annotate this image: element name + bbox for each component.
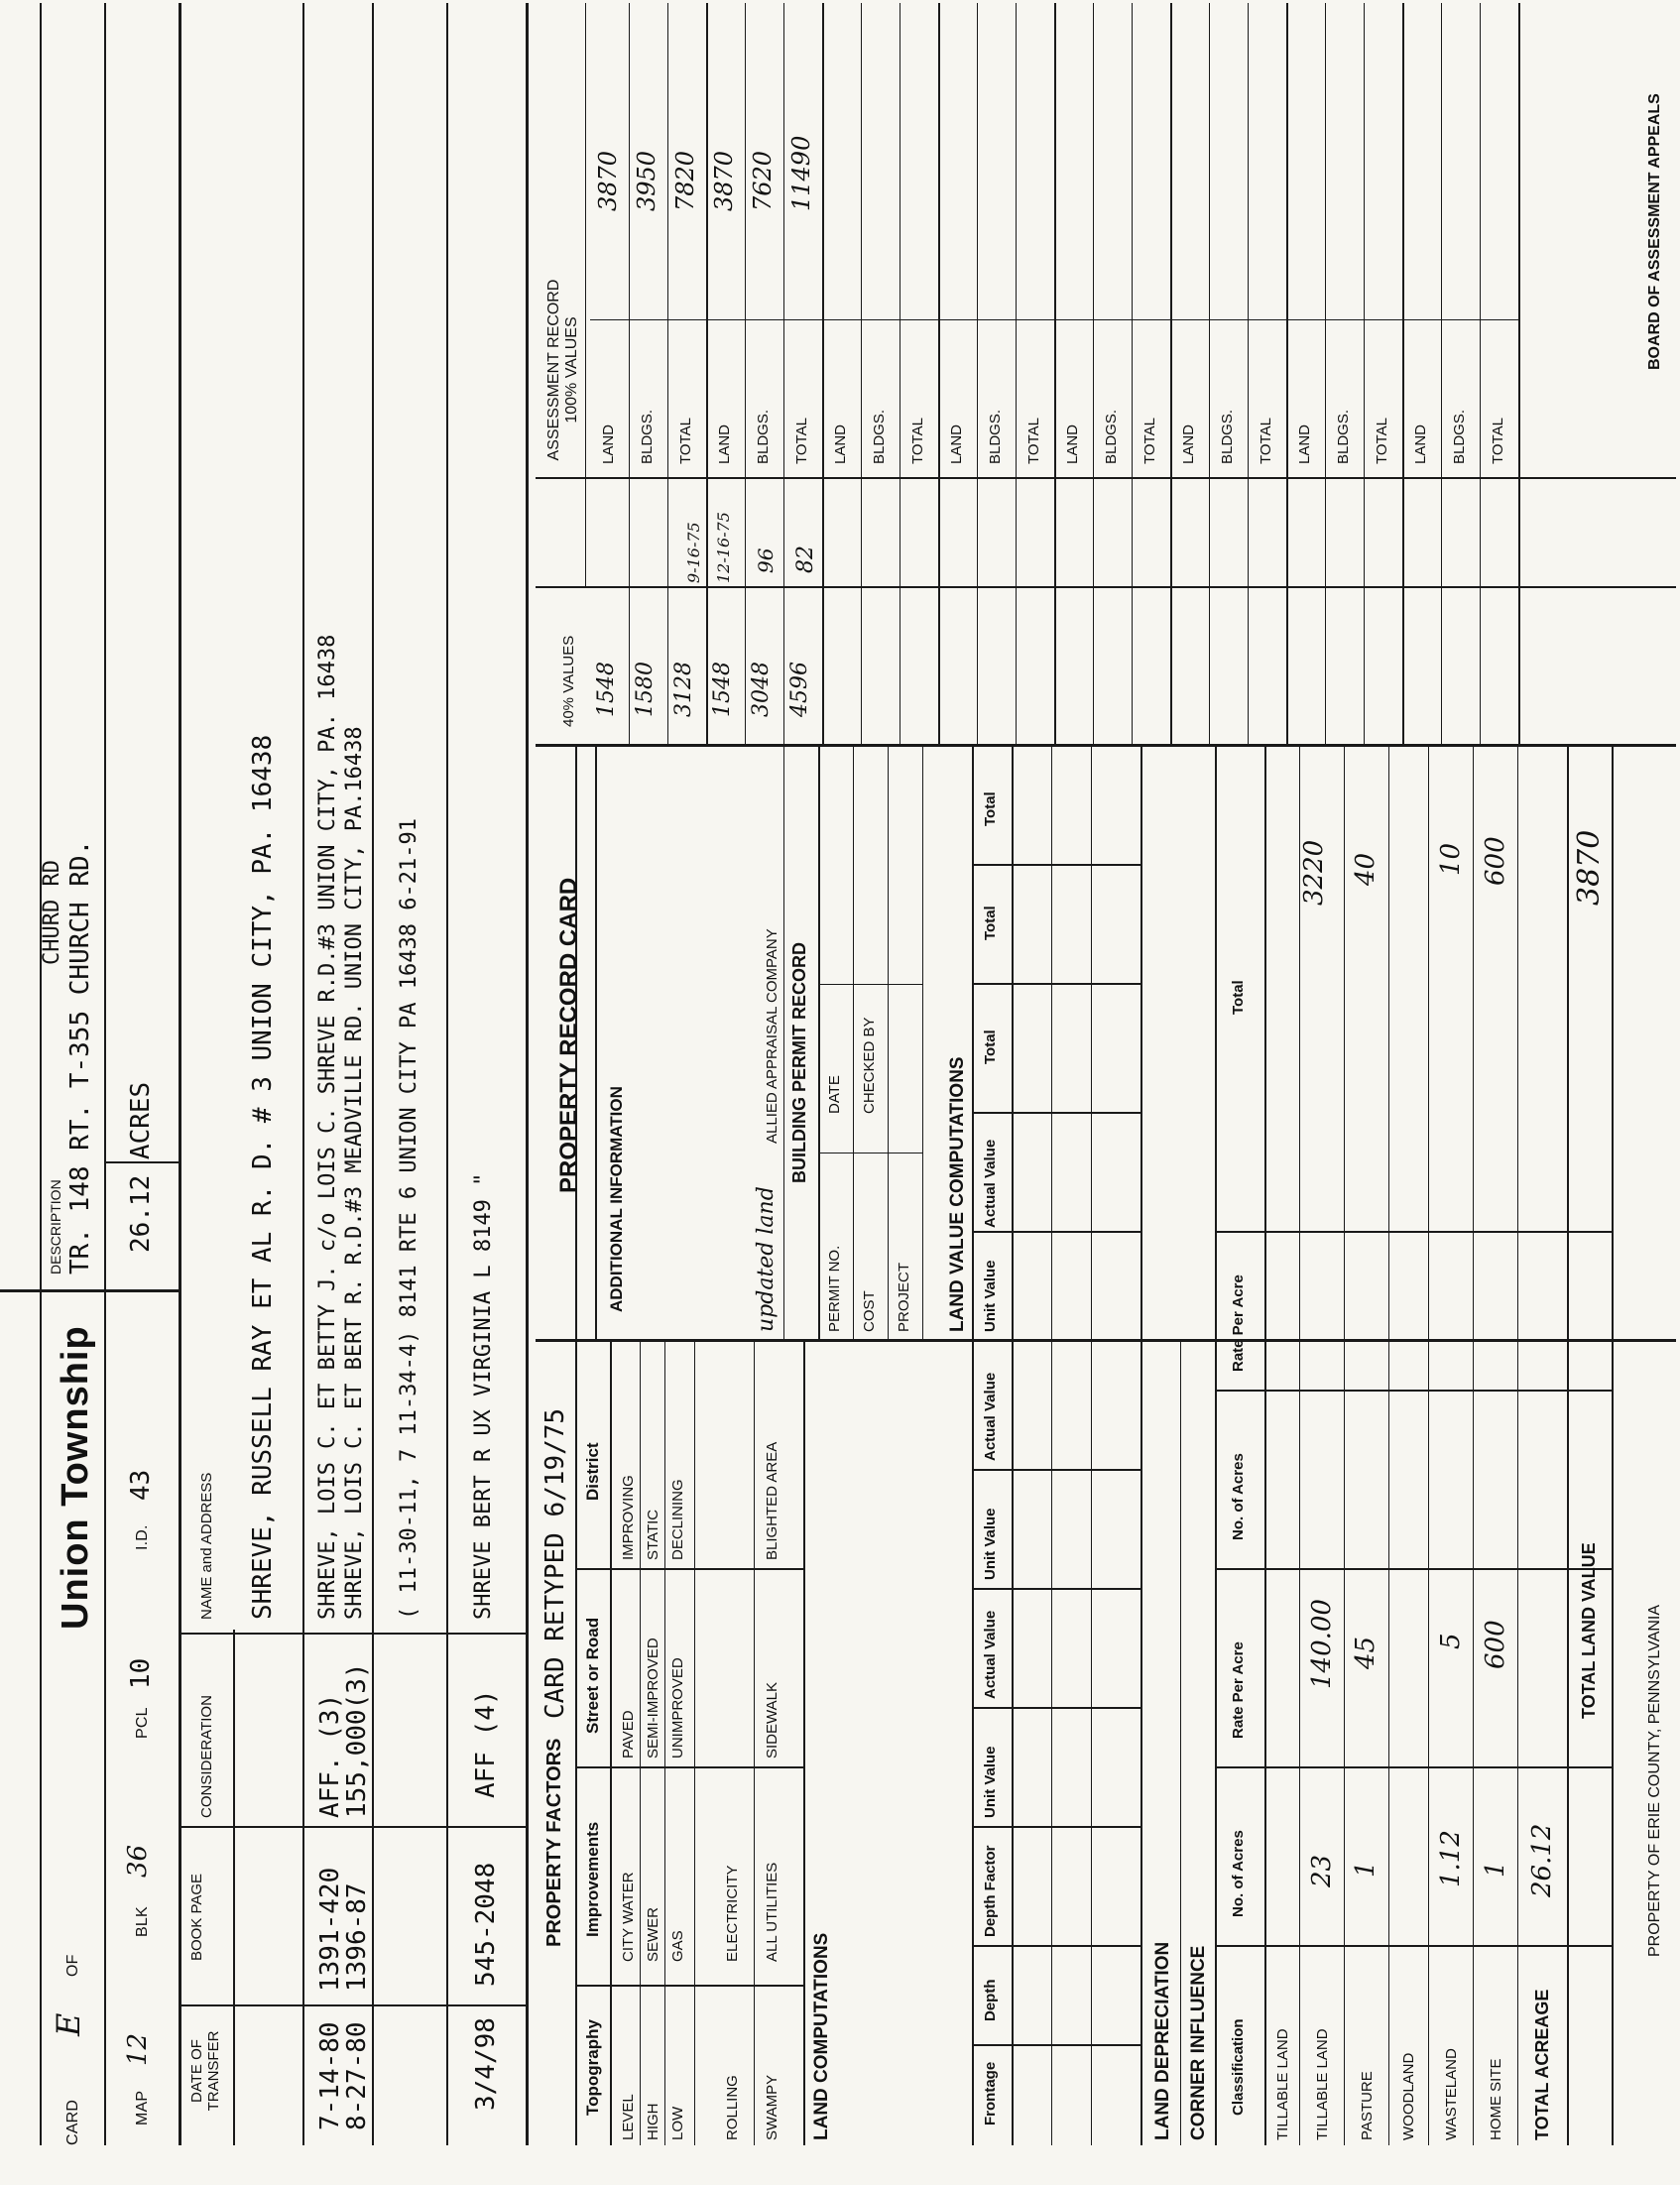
rule [595, 747, 597, 1342]
assessment-row-label: TOTAL [1258, 418, 1274, 464]
permit-date-label: DATE [826, 1075, 843, 1114]
of-label: OF [64, 1954, 81, 1977]
topo-swampy: SWAMPY [764, 2074, 780, 2140]
transfer-row-3-consideration: 155,000(3) [342, 1662, 372, 1818]
col-actual-value-3: Actual Value [982, 1139, 999, 1228]
assessment-row-label: BLDGS. [1451, 409, 1468, 464]
acres-value: 26.12 ACRES [126, 1081, 156, 1253]
total-land-value-label: TOTAL LAND VALUE [1579, 1542, 1599, 1719]
assessment-40-value: 4596 [787, 662, 812, 717]
assessment-row-label: LAND [1412, 424, 1429, 464]
dep-row-3-rate: 45 [1351, 1636, 1380, 1669]
pcl-value: 10 [126, 1657, 156, 1689]
rule [706, 3, 708, 747]
rule [1215, 1390, 1612, 1392]
rule [575, 1766, 803, 1768]
dep-row-5-class: WASTELAND [1443, 2048, 1460, 2140]
card-label: CARD [64, 2099, 81, 2145]
permit-no-label: PERMIT NO. [826, 1245, 843, 1332]
corner-influence-title: CORNER INFLUENCE [1188, 1945, 1209, 2140]
assessment-40-value: 1548 [710, 662, 735, 717]
rule [1364, 3, 1365, 747]
dep-col-acres-2: No. of Acres [1230, 1453, 1247, 1540]
rule [1388, 747, 1389, 2145]
rule [1012, 747, 1014, 2145]
card-retyped-note: CARD RETYPED 6/19/75 [540, 1407, 570, 1719]
transfer-row-1-name: SHREVE, RUSSELL RAY ET AL R. D. # 3 UNION CITY, PA. 16438 [248, 734, 278, 1620]
dep-row-2-total: 3220 [1299, 839, 1329, 906]
improve-sewer: SEWER [645, 1906, 661, 1962]
dep-col-total: Total [1230, 980, 1247, 1015]
rule [1441, 3, 1442, 747]
rule [1518, 3, 1520, 747]
rule [783, 3, 784, 747]
assessment-row-label: TOTAL [677, 418, 694, 464]
transfer-row-2-consideration: AFF. (3) [315, 1693, 345, 1818]
rule [754, 1342, 755, 2145]
rule [1264, 747, 1266, 2145]
assessment-40-value: 3128 [671, 662, 696, 717]
rule [629, 3, 630, 747]
transfer-row-5-name: SHREVE BERT R UX VIRGINIA L 8149 " [471, 1172, 496, 1620]
col-frontage: Frontage [982, 2061, 999, 2125]
blk-value: 36 [123, 1844, 153, 1878]
col-unit-value: Unit Value [982, 1746, 999, 1818]
rule [938, 3, 940, 747]
rule [233, 1630, 235, 2145]
assessment-row-label: TOTAL [1374, 418, 1390, 464]
assessment-100-value: 3870 [710, 150, 738, 211]
rule [1170, 3, 1172, 747]
assessment-row-label: TOTAL [909, 418, 926, 464]
values-40-header: 40% VALUES [560, 635, 577, 727]
rule [1016, 3, 1017, 747]
rule [446, 3, 448, 2145]
dep-row-5-total: 10 [1436, 842, 1466, 876]
rule [1091, 747, 1092, 2145]
col-total-2: Total [982, 906, 999, 940]
rule [694, 1342, 695, 2145]
footer-right: BOARD OF ASSESSMENT APPEALS [1646, 93, 1663, 370]
street-unimproved: UNIMPROVED [669, 1657, 686, 1759]
rule [972, 1112, 1140, 1114]
dep-row-6-total: 600 [1481, 836, 1510, 886]
rule [179, 1826, 526, 1828]
assessment-40-value: 1580 [633, 662, 658, 717]
land-value-computations-title: LAND VALUE COMPUTATIONS [947, 1056, 968, 1332]
permit-record-title: BUILDING PERMIT RECORD [789, 942, 809, 1183]
district-improving: IMPROVING [620, 1475, 637, 1560]
rule [1180, 1342, 1181, 2145]
rule [1480, 3, 1481, 747]
transfer-row-4-name: ( 11-30-11, 7 11-34-4) 8141 RTE 6 UNION CITY PA 16438 6-21-91 [397, 818, 421, 1620]
col-total-1: Total [982, 1030, 999, 1064]
rule [888, 747, 889, 1342]
district-header: District [583, 1442, 602, 1501]
property-factors-title: PROPERTY FACTORS [543, 1738, 565, 1947]
stamp-code: 96 [754, 547, 778, 573]
assessment-row-label: BLDGS. [755, 409, 772, 464]
additional-info-label: ADDITIONAL INFORMATION [607, 1086, 626, 1312]
rule [1286, 3, 1288, 747]
permit-project-label: PROJECT [896, 1262, 912, 1332]
district-declining: DECLINING [669, 1479, 686, 1560]
topo-level: LEVEL [620, 2094, 637, 2140]
rule [972, 983, 1140, 985]
permit-checked-label: CHECKED BY [861, 1017, 878, 1114]
district-static: STATIC [645, 1509, 661, 1560]
transfer-row-3-date: 8-27-80 [342, 2021, 372, 2130]
dep-col-rate: Rate Per Acre [1230, 1641, 1247, 1739]
rule [972, 1826, 1140, 1828]
stamp-date-1: 9-16-75 [684, 522, 703, 583]
dep-col-acres: No. of Acres [1230, 1830, 1247, 1917]
assessment-row-label: LAND [948, 424, 965, 464]
rule [977, 3, 978, 747]
topo-low: LOW [669, 2106, 686, 2140]
topography-header: Topography [583, 2019, 602, 2116]
improve-electricity: ELECTRICITY [724, 1865, 741, 1962]
assessment-row-label: LAND [1296, 424, 1313, 464]
col-unit-value-3: Unit Value [982, 1260, 999, 1332]
rule [1428, 747, 1429, 2145]
street-semi-improved: SEMI-IMPROVED [645, 1638, 661, 1759]
rule [575, 1985, 803, 1987]
dep-row-6-class: HOME SITE [1488, 2058, 1504, 2140]
street-road-header: Street or Road [583, 1617, 602, 1734]
rule [372, 3, 374, 2145]
assessment-100-value: 3950 [633, 150, 660, 211]
id-value: 43 [126, 1469, 156, 1501]
assessment-row-label: TOTAL [1025, 418, 1042, 464]
assessment-row-label: BLDGS. [1219, 409, 1236, 464]
pcl-label: PCL [134, 1707, 151, 1739]
topo-rolling: ROLLING [724, 2075, 741, 2140]
rule [822, 3, 824, 747]
header-date-of-transfer: DATE OF TRANSFER [188, 2030, 222, 2112]
rule [861, 3, 862, 747]
stamp-year: 82 [793, 546, 818, 573]
rule [526, 3, 529, 2145]
footer-left: PROPERTY OF ERIE COUNTY, PENNSYLVANIA [1646, 1604, 1663, 1957]
rule [179, 2004, 526, 2006]
rule [1325, 3, 1326, 747]
rule [803, 1342, 805, 2145]
topo-high: HIGH [645, 2103, 661, 2140]
rule [818, 984, 922, 985]
assessment-row-label: TOTAL [793, 418, 810, 464]
street-paved: PAVED [620, 1710, 637, 1759]
dep-row-5-acres: 1.12 [1436, 1830, 1466, 1887]
assessment-row-label: BLDGS. [987, 409, 1004, 464]
assessment-row-label: LAND [1180, 424, 1197, 464]
rule [590, 319, 1518, 320]
township-title: Union Township [55, 1325, 96, 1630]
rule [922, 747, 923, 1342]
dep-row-2-class: TILLABLE LAND [1314, 2028, 1331, 2140]
map-label: MAP [134, 2090, 151, 2125]
assessment-row-label: BLDGS. [1335, 409, 1352, 464]
rule [972, 1945, 1140, 1947]
land-depreciation-title: LAND DEPRECIATION [1152, 1941, 1173, 2140]
description-value: TR. 148 RT. T-355 CHURCH RD. [65, 839, 95, 1275]
improve-gas: GAS [669, 1930, 686, 1962]
assessment-100-value: 7820 [671, 150, 699, 211]
rule [575, 1568, 803, 1570]
assessment-row-label: BLDGS. [871, 409, 888, 464]
col-depth: Depth [982, 1979, 999, 2021]
rule [40, 3, 42, 2145]
rule [972, 1231, 1140, 1233]
rule [1567, 747, 1569, 2145]
record-card-title: PROPERTY RECORD CARD [555, 877, 582, 1193]
rule [0, 1289, 179, 1292]
rule [1215, 1766, 1612, 1768]
rule [664, 1342, 665, 2145]
permit-cost-label: COST [861, 1290, 878, 1332]
rule [585, 3, 586, 588]
rule [1215, 747, 1217, 2145]
dep-col-classification: Classification [1230, 2018, 1247, 2116]
rule [1209, 3, 1210, 747]
dep-row-4-class: WOODLAND [1400, 2052, 1417, 2140]
map-value: 12 [123, 2032, 153, 2066]
rule [818, 747, 820, 1342]
rule [972, 1469, 1140, 1471]
dep-row-2-acres: 23 [1307, 1854, 1337, 1887]
handwritten-note: updated land [754, 1186, 779, 1332]
rule [972, 747, 974, 2145]
stamp-date-2: 12-16-75 [714, 512, 733, 583]
rule [1215, 1568, 1612, 1570]
assessment-title: ASSESSMENT RECORD 100% VALUES [545, 279, 580, 461]
rule [1402, 3, 1404, 747]
card-value: E [50, 2012, 87, 2036]
land-computations-title: LAND COMPUTATIONS [811, 1932, 832, 2140]
improve-utilities: ALL UTILITIES [764, 1862, 780, 1962]
rule [1612, 747, 1614, 2145]
transfer-row-2-name: SHREVE, LOIS C. ET BETTY J. c/o LOIS C. SHREVE R.D.#3 UNION CITY, PA. 16438 [315, 634, 340, 1620]
dep-col-rate-2: Rate Per Acre [1230, 1275, 1247, 1372]
rule [1473, 747, 1474, 2145]
transfer-row-5-consideration: AFF (4) [471, 1689, 501, 1798]
improvements-header: Improvements [583, 1821, 602, 1937]
col-depth-factor: Depth Factor [982, 1845, 999, 1937]
improve-water: CITY WATER [620, 1872, 637, 1962]
rule [104, 3, 106, 2145]
rule [972, 1588, 1140, 1590]
rule [783, 747, 784, 1342]
header-book-page: BOOK PAGE [188, 1873, 205, 1962]
rule [640, 1342, 641, 2145]
rule [1215, 1945, 1612, 1947]
dep-row-6-acres: 1 [1481, 1861, 1510, 1878]
rule [1248, 3, 1249, 747]
assessment-40-value: 1548 [594, 662, 619, 717]
assessment-row-label: LAND [600, 424, 617, 464]
street-sidewalk: SIDEWALK [764, 1682, 780, 1759]
assessment-row-label: LAND [832, 424, 849, 464]
dep-row-3-acres: 1 [1351, 1861, 1380, 1878]
rule [1215, 1231, 1612, 1233]
transfer-row-5-book: 545-2048 [471, 1862, 501, 1987]
description-note: CHURD RD [40, 860, 64, 965]
rule [1051, 747, 1052, 2145]
rule [1299, 747, 1300, 2145]
rule [1054, 3, 1056, 747]
col-total-3: Total [982, 791, 999, 826]
rule [853, 747, 854, 1342]
assessment-row-label: BLDGS. [1103, 409, 1120, 464]
assessment-100-value: 3870 [594, 150, 622, 211]
rule [1517, 747, 1518, 2145]
col-actual-value-2: Actual Value [982, 1372, 999, 1461]
transfer-row-5-date: 3/4/98 [471, 2017, 501, 2111]
dep-row-7-acres: 26.12 [1527, 1823, 1557, 1897]
assessment-100-value: 7620 [749, 150, 777, 211]
rule [745, 3, 746, 747]
rule [1093, 3, 1094, 747]
rule [179, 3, 181, 2145]
header-consideration: CONSIDERATION [198, 1695, 215, 1818]
total-land-value: 3870 [1572, 829, 1607, 906]
dep-row-5-rate: 5 [1436, 1633, 1466, 1649]
assessment-row-label: BLDGS. [639, 409, 656, 464]
col-actual-value: Actual Value [982, 1610, 999, 1699]
rule [972, 1707, 1140, 1709]
dep-row-3-total: 40 [1351, 852, 1380, 886]
transfer-row-3-book: 1396-87 [342, 1882, 372, 1992]
header-name-address: NAME and ADDRESS [198, 1472, 215, 1620]
dep-row-1-class: TILLABLE LAND [1274, 2028, 1291, 2140]
dep-row-3-class: PASTURE [1359, 2071, 1376, 2140]
rule [972, 864, 1140, 866]
assessment-row-label: LAND [716, 424, 733, 464]
id-label: I.D. [134, 1524, 151, 1550]
rule [667, 3, 668, 747]
assessment-100-value: 11490 [787, 135, 815, 211]
description-label: DESCRIPTION [48, 1179, 63, 1275]
col-unit-value-2: Unit Value [982, 1508, 999, 1580]
rule [1132, 3, 1133, 747]
rule [1140, 747, 1142, 2145]
assessment-40-value: 3048 [749, 662, 774, 717]
transfer-row-2-book: 1391-420 [315, 1867, 345, 1992]
dep-row-7-class: TOTAL ACREAGE [1532, 1989, 1552, 2140]
dep-row-2-rate: 140.00 [1307, 1599, 1337, 1689]
assessment-row-label: LAND [1064, 424, 1081, 464]
assessment-row-label: TOTAL [1490, 418, 1506, 464]
rule [1344, 747, 1345, 2145]
transfer-row-2-date: 7-14-80 [315, 2021, 345, 2130]
appraisal-company: ALLIED APPRAISAL COMPANY [764, 928, 780, 1144]
rule [179, 1633, 526, 1635]
rule [972, 2044, 1140, 2046]
blk-label: BLK [134, 1906, 151, 1937]
rule [536, 1339, 1676, 1342]
transfer-row-3-name: SHREVE, LOIS C. ET BERT R. R.D.#3 MEADVILLE RD. UNION CITY, PA.16438 [342, 726, 367, 1620]
assessment-row-label: TOTAL [1141, 418, 1158, 464]
rule [610, 1342, 612, 2145]
district-blighted: BLIGHTED AREA [764, 1441, 780, 1560]
rule [302, 3, 304, 2145]
dep-row-6-rate: 600 [1481, 1620, 1510, 1669]
